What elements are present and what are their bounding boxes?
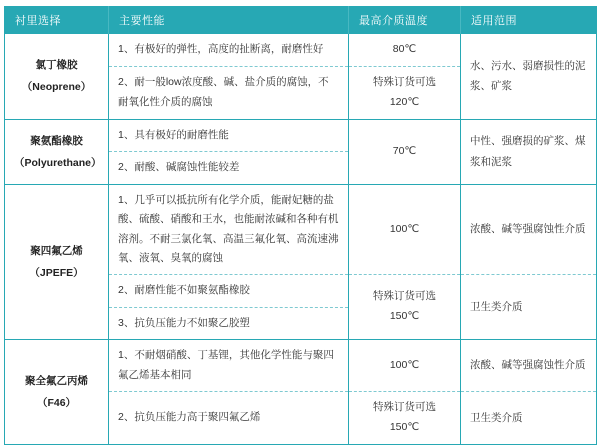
column-header-lining: 衬里选择	[5, 7, 109, 34]
max-temp-cell	[349, 275, 461, 340]
max-temp-cell	[349, 392, 461, 445]
max-temp-cell: 100℃	[349, 184, 461, 275]
scope-cell: 水、污水、弱磨损性的泥浆、矿浆	[461, 34, 597, 120]
performance-cell: 1、有极好的弹性，高度的扯断离，耐磨性好	[109, 34, 349, 67]
lining-name-cn: 氯丁橡胶	[35, 59, 78, 72]
scope-cell: 浓酸、碱等强腐蚀性介质	[461, 340, 597, 392]
performance-cell: 2、抗负压能力高于聚四氟乙烯	[109, 392, 349, 445]
max-temp-note: 特殊订货可选	[373, 75, 436, 88]
lining-name-cn: 聚四氟乙烯	[30, 244, 83, 257]
performance-cell: 2、耐酸、碱腐蚀性能较差	[109, 152, 349, 184]
lining-name-cell	[5, 34, 109, 120]
scope-cell: 卫生类介质	[461, 275, 597, 340]
performance-cell: 2、耐一般low浓度酸、碱、盐介质的腐蚀，不耐氧化性介质的腐蚀	[109, 66, 349, 119]
performance-cell: 2、耐磨性能不如聚氨酯橡胶	[109, 275, 349, 307]
max-temp-value: 150℃	[389, 420, 420, 433]
lining-name-en: （F46）	[36, 397, 77, 410]
column-header-scope: 适用范围	[461, 7, 597, 34]
max-temp-cell: 100℃	[349, 340, 461, 392]
max-temp-note: 特殊订货可选	[373, 401, 436, 414]
lining-name-cell	[5, 119, 109, 184]
table-row	[5, 34, 597, 67]
table-row	[5, 340, 597, 392]
table-row	[5, 119, 597, 151]
max-temp-value: 150℃	[389, 310, 420, 323]
performance-cell: 1、几乎可以抵抗所有化学介质，能耐妃糖的盐酸、硫酸、硝酸和王水，也能耐浓碱和各种有机溶剂。不耐三氯化氧、高温三氟化氧、高流速沸氧、液氧、臭氧的腐蚀	[109, 184, 349, 275]
max-temp-cell: 80℃	[349, 34, 461, 67]
performance-cell: 3、抗负压能力不如聚乙胶塑	[109, 307, 349, 339]
lining-name-en: （Polyurethane）	[14, 156, 102, 169]
table-header-row	[5, 7, 597, 34]
lining-name-en: （Neoprene）	[21, 81, 92, 94]
max-temp-cell: 70℃	[349, 119, 461, 184]
performance-cell: 1、不耐烟硝酸、丁基锂，其他化学性能与聚四氟乙烯基本相同	[109, 340, 349, 392]
lining-name-cn: 聚氨酯橡胶	[30, 134, 83, 147]
lining-name-cell	[5, 340, 109, 445]
scope-cell: 卫生类介质	[461, 392, 597, 445]
scope-cell: 中性、强磨损的矿浆、煤浆和泥浆	[461, 119, 597, 184]
lining-name-en: （JPEFE）	[29, 266, 84, 279]
column-header-performance: 主要性能	[109, 7, 349, 34]
scope-cell: 浓酸、碱等强腐蚀性介质	[461, 184, 597, 275]
lining-name-cell	[5, 184, 109, 340]
table-row	[5, 184, 597, 275]
lining-selection-table	[4, 6, 597, 445]
table-header	[5, 7, 597, 34]
max-temp-note: 特殊订货可选	[373, 290, 436, 303]
performance-cell: 1、具有极好的耐磨性能	[109, 119, 349, 151]
lining-name-cn: 聚全氟乙丙烯	[25, 375, 88, 387]
column-header-max-temp: 最高介质温度	[349, 7, 461, 34]
table-body	[5, 34, 597, 445]
max-temp-cell	[349, 66, 461, 119]
max-temp-value: 120℃	[389, 95, 420, 108]
